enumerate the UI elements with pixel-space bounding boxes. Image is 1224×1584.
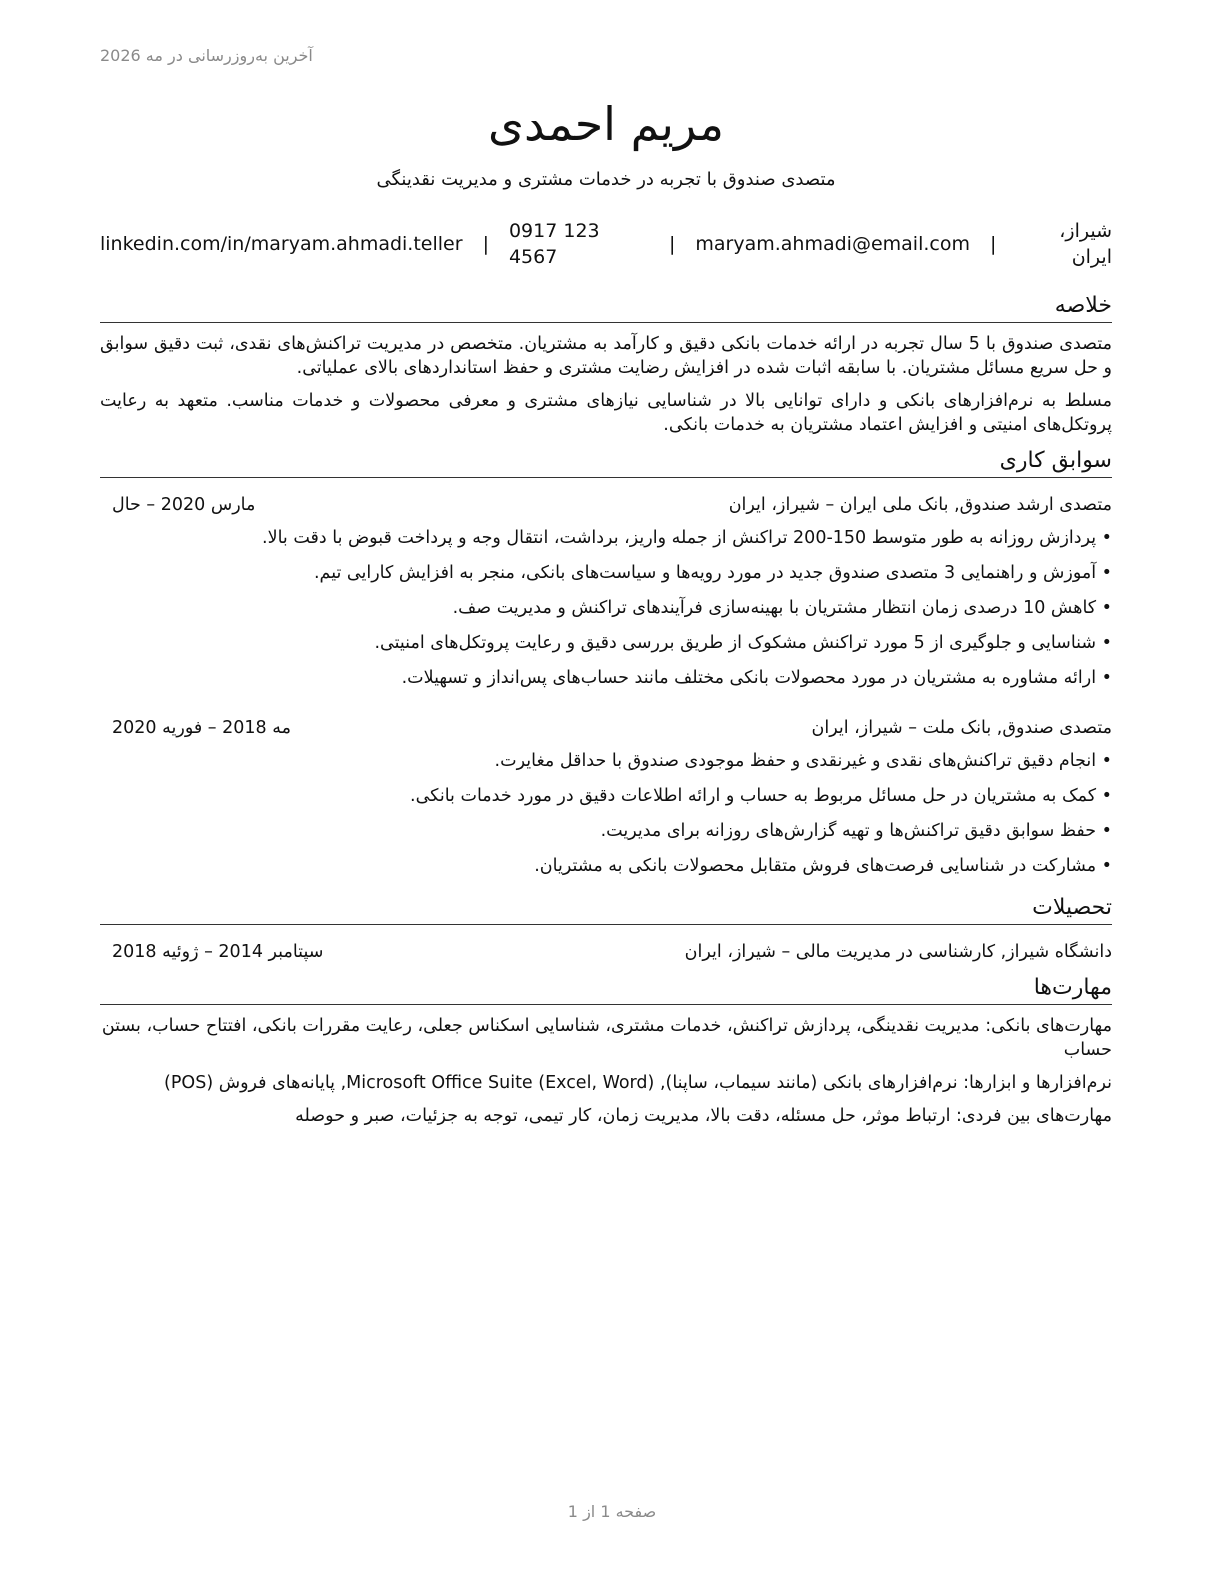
education-dates: سپتامبر 2014 – ژوئیه 2018: [112, 942, 324, 962]
job-bullet: • انجام دقیق تراکنش‌های نقدی و غیرنقدی و حفظ موجودی صندوق با حداقل مغایرت.: [100, 744, 1112, 779]
experience-section: [100, 447, 1112, 884]
candidate-headline: متصدی صندوق با تجربه در خدمات مشتری و مدیریت نقدینگی: [376, 169, 836, 190]
summary-section: [100, 292, 1112, 437]
job-bullet: • آموزش و راهنمایی 3 متصدی صندوق جدید در مورد رویه‌ها و سیاست‌های بانکی، منجر به افزایش کارایی تیم.: [100, 556, 1112, 591]
summary-heading: خلاصه: [100, 292, 1112, 323]
education-section: [100, 894, 1112, 964]
contact-location: شیراز، ایران: [1059, 220, 1112, 268]
education-entry: [100, 940, 1112, 964]
resume-page: [100, 90, 1112, 1138]
last-updated-note: آخرین به‌روزرسانی در مه 2026: [100, 46, 313, 65]
summary-paragraph: مسلط به نرم‌افزارهای بانکی و دارای توانایی بالا در شناسایی نیازهای مشتری و معرفی محصولات و خدمات مناسب. متعهد به رعایت پروتکل‌های امنیتی و افزایش اعتماد مشتریان به خدمات بانکی.: [100, 391, 1112, 435]
education-heading: تحصیلات: [100, 894, 1112, 925]
job-bullet: • حفظ سوابق دقیق تراکنش‌ها و تهیه گزارش‌های روزانه برای مدیریت.: [100, 814, 1112, 849]
job-entry: [100, 493, 1112, 696]
job-dates: مارس 2020 – حال: [112, 495, 256, 515]
contact-separator: |: [482, 233, 489, 255]
job-bullet: • مشارکت در شناسایی فرصت‌های فروش متقابل محصولات بانکی به مشتریان.: [100, 849, 1112, 884]
contact-separator: |: [668, 233, 676, 255]
contact-phone: 0917 123 4567: [508, 220, 600, 268]
contact-line: [100, 218, 1112, 270]
summary-paragraph: متصدی صندوق با 5 سال تجربه در ارائه خدمات بانکی دقیق و کارآمد به مشتریان. متخصص در مدیریت تراکنش‌های نقدی، ثبت دقیق سوابق و حل سریع مسائل مشتریان. با سابقه اثبات شده در افزایش رضایت مشتری و حفظ استانداردهای بالای عملیاتی.: [100, 334, 1112, 378]
job-bullets: [100, 744, 1112, 884]
contact-separator: |: [989, 233, 997, 255]
job-bullet: • ارائه مشاوره به مشتریان در مورد محصولات بانکی مختلف مانند حساب‌های پس‌انداز و تسهیلات.: [100, 661, 1112, 696]
contact-linkedin[interactable]: linkedin.com/in/maryam.ahmadi.teller: [100, 233, 463, 255]
experience-heading: سوابق کاری: [100, 447, 1112, 478]
job-bullet: • پردازش روزانه به طور متوسط 150-200 تراکنش از جمله واریز، برداشت، انتقال وجه و پرداخت قبوض با دقت بالا.: [100, 521, 1112, 556]
skills-heading: مهارت‌ها: [100, 974, 1112, 1005]
job-title: متصدی صندوق, بانک ملت – شیراز، ایران: [811, 718, 1112, 738]
job-bullets: [100, 521, 1112, 696]
page-number: صفحه 1 از 1: [567, 1502, 657, 1521]
contact-email[interactable]: maryam.ahmadi@email.com: [695, 233, 970, 255]
job-dates: مه 2018 – فوریه 2020: [112, 718, 291, 738]
job-entry: [100, 716, 1112, 884]
job-bullet: • کاهش 10 درصدی زمان انتظار مشتریان با بهینه‌سازی فرآیندهای تراکنش و مدیریت صف.: [100, 591, 1112, 626]
job-title: متصدی ارشد صندوق, بانک ملی ایران – شیراز، ایران: [728, 495, 1112, 515]
education-degree: دانشگاه شیراز, کارشناسی در مدیریت مالی – شیراز، ایران: [684, 942, 1112, 962]
skills-line: مهارت‌های بین فردی: ارتباط موثر، حل مسئله، دقت بالا، مدیریت زمان، کار تیمی، توجه به جزئیات، صبر و حوصله: [295, 1106, 1112, 1126]
skills-line: مهارت‌های بانکی: مدیریت نقدینگی، پردازش تراکنش، خدمات مشتری، شناسایی اسکناس جعلی، رعایت مقررات بانکی، افتتاح حساب، بستن حساب: [101, 1016, 1112, 1060]
job-header: [100, 493, 1112, 517]
job-bullet: • کمک به مشتریان در حل مسائل مربوط به حساب و ارائه اطلاعات دقیق در مورد خدمات بانکی.: [100, 779, 1112, 814]
job-header: [100, 716, 1112, 740]
job-bullet: • شناسایی و جلوگیری از 5 مورد تراکنش مشکوک از طریق بررسی دقیق و رعایت پروتکل‌های امنیتی.: [100, 626, 1112, 661]
skills-line: نرم‌افزارها و ابزارها: نرم‌افزارهای بانکی (مانند سیماب، ساپنا), Microsoft Office Suite (Excel, Word), پایانه‌های فروش (POS): [164, 1073, 1112, 1093]
skills-section: [100, 974, 1112, 1128]
candidate-name: مریم احمدی: [487, 97, 725, 151]
